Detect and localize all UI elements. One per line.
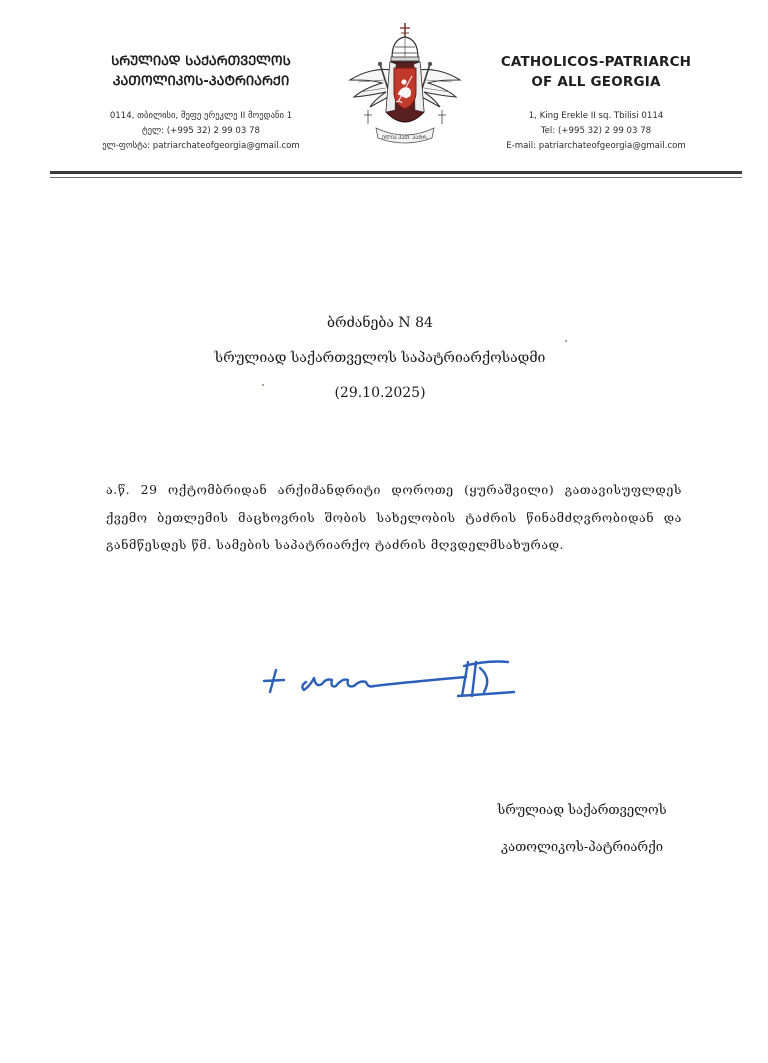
letterhead-title-ka-line1: ᲡᲠᲣᲚᲘᲐᲓ ᲡᲐᲥᲐᲠᲗᲕᲔᲚᲝᲡ [111,54,291,69]
phone-ka: ტელ: (+995 32) 2 99 03 78 [142,126,260,136]
order-body-text: ა.წ. 29 ოქტომბრიდან არქიმანდრიტი დოროთე (ყურაშვილი) გათავისუფლდეს ქვემო ბეთლემის მაცხოვრის შობის სახელობის ტაძრის წინამძღვრობიდან და განმწესდეს წმ. სამების საპატრიარქო ტაძრის მღვდელმსახურად. [106,482,682,552]
scan-speck [262,384,264,386]
closing-line1: სრულიად საქართველოს [497,803,667,818]
order-heading [170,306,590,411]
closing-line2: კათოლიკოს-პატრიარქი [500,840,664,855]
email-en: E-mail: patriarchateofgeorgia@gmail.com [506,141,686,151]
order-date: (29.10.2025) [334,385,426,401]
emblem-inscription: ᲘᲚᲘᲐ ᲙᲐᲗ. ᲞᲐᲢᲠ. [381,135,429,141]
email-ka: ელ-ფოსტა: patriarchateofgeorgia@gmail.com [102,141,300,151]
letterhead-title-en-line2: OF ALL GEORGIA [531,74,661,90]
address-ka: 0114, თბილისი, მეფე ერეკლე II მოედანი 1 [109,111,293,121]
letterhead-georgian [70,52,332,154]
letterhead-contact-en [478,109,714,154]
handwritten-signature-icon [262,648,534,714]
coat-of-arms-icon [346,20,464,146]
letterhead-title-ka-line2: ᲙᲐᲗᲝᲚᲘᲙᲝᲡ-ᲞᲐᲢᲠᲘᲐᲠᲥᲘ [112,74,290,89]
order-addressee: სრულიად საქართველოს საპატრიარქოსადმი [214,350,546,366]
scan-speck [565,340,567,342]
letterhead-title-en-line1: CATHOLICOS-PATRIARCH [500,54,692,70]
closing-title [472,792,692,866]
letterhead-english [478,52,714,154]
address-en: 1, King Erekle II sq. Tbilisi 0114 [528,111,664,121]
order-number: ბრძანება N 84 [327,315,433,331]
letterhead-divider-thin [50,177,742,178]
letterhead-contact-ka [70,109,332,154]
letterhead-divider-thick [50,171,742,174]
phone-en: Tel: (+995 32) 2 99 03 78 [540,126,652,136]
